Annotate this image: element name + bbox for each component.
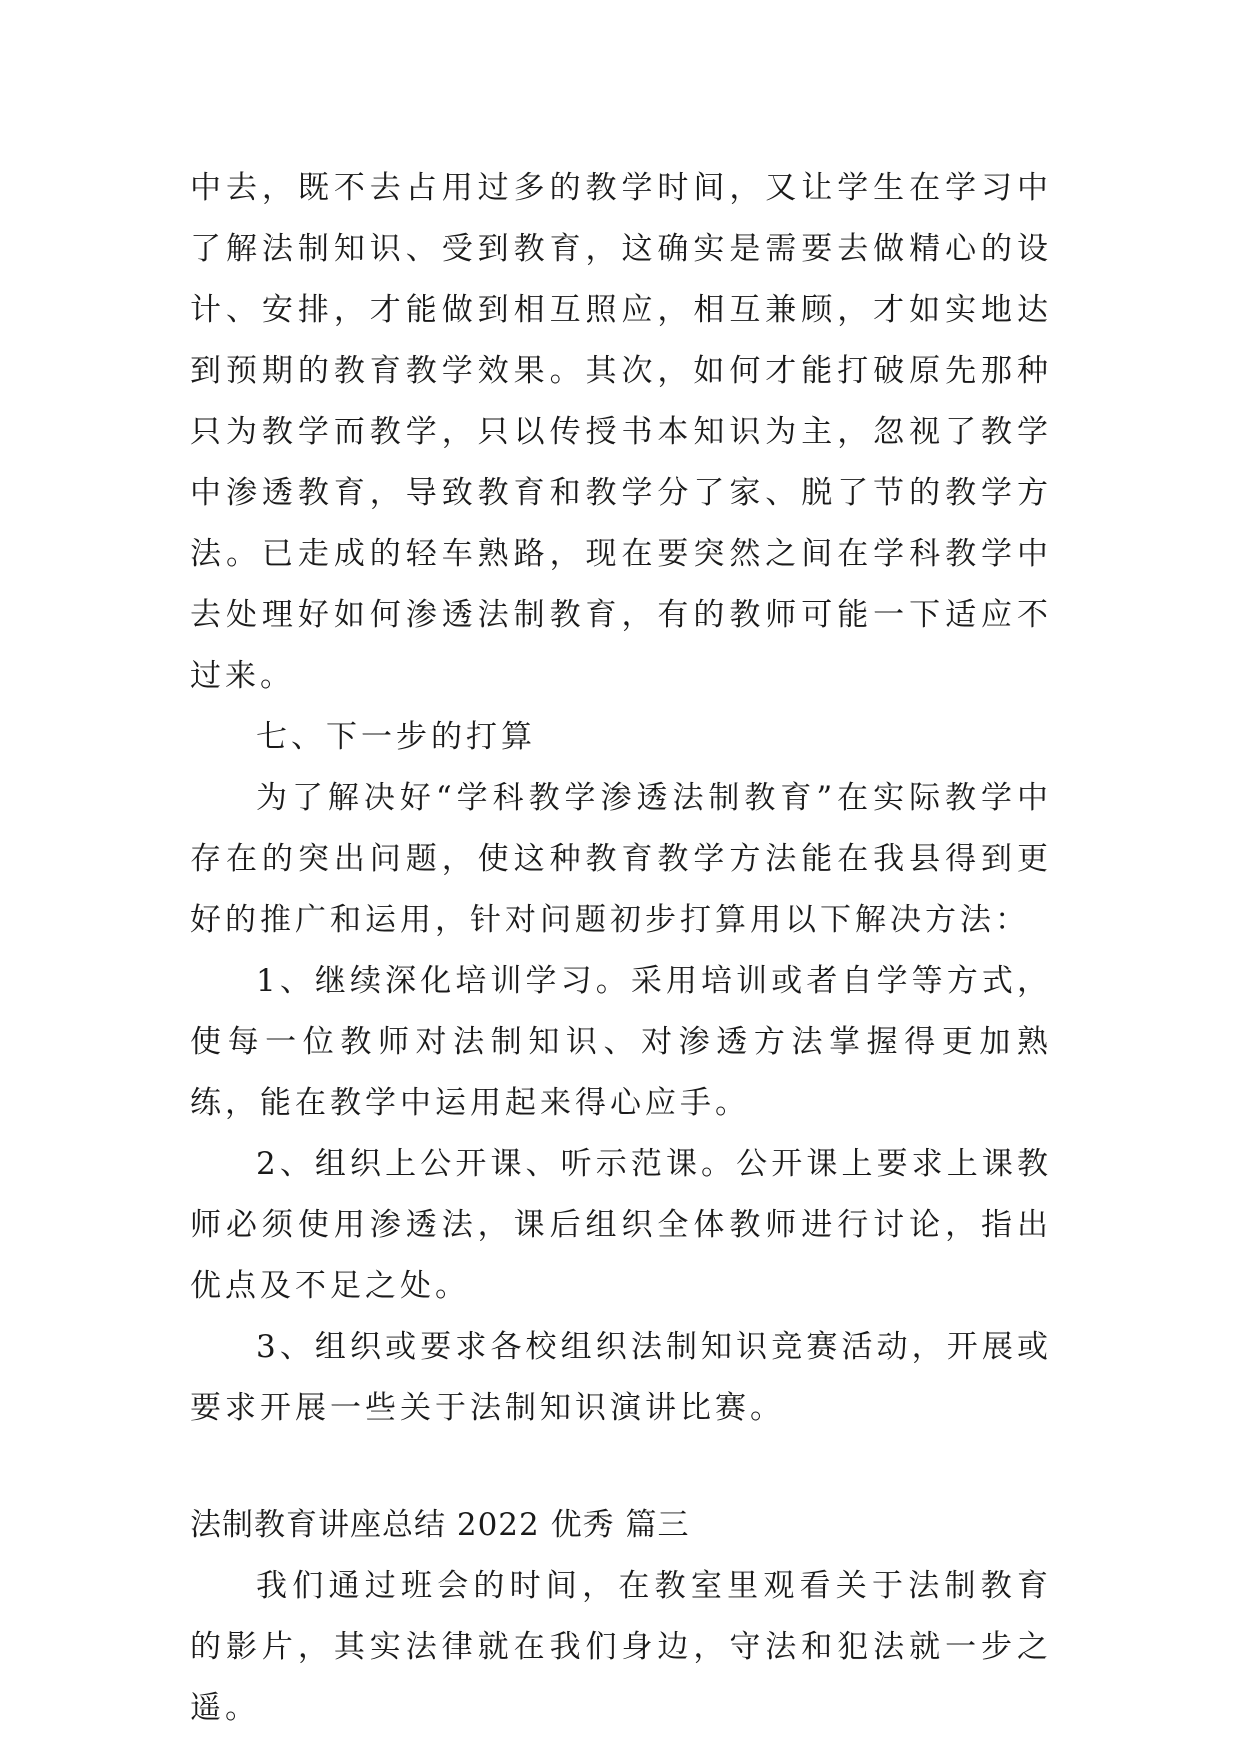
- section-heading-next-steps: 七、下一步的打算: [256, 719, 536, 755]
- list-item-3: 3、组织或要求各校组织法制知识竞赛活动，开展或要求开展一些关于法制知识演讲比赛。: [190, 1329, 1052, 1426]
- paragraph-intro: 为了解决好“学科教学渗透法制教育”在实际教学中存在的突出问题，使这种教育教学方法能在我县得到更好的推广和运用，针对问题初步打算用以下解决方法：: [190, 780, 1052, 938]
- document-body: [190, 158, 1052, 1739]
- paragraph-continuation: 中去，既不去占用过多的教学时间，又让学生在学习中了解法制知识、受到教育，这确实是需要去做精心的设计、安排，才能做到相互照应，相互兼顾，才如实地达到预期的教育教学效果。其次，如何才能打破原先那种只为教学而教学，只以传授书本知识为主，忽视了教学中渗透教育，导致教育和教学分了家、脱了节的教学方法。已走成的轻车熟路，现在要突然之间在学科教学中去处理好如何渗透法制教育，有的教师可能一下适应不过来。: [190, 170, 1052, 694]
- paragraph-section3-body: 我们通过班会的时间，在教室里观看关于法制教育的影片，其实法律就在我们身边，守法和犯法就一步之遥。: [190, 1568, 1052, 1726]
- list-item-1: 1、继续深化培训学习。采用培训或者自学等方式，使每一位教师对法制知识、对渗透方法掌握得更加熟练，能在教学中运用起来得心应手。: [190, 963, 1052, 1121]
- section-title: 法制教育讲座总结 2022 优秀 篇三: [190, 1507, 690, 1543]
- list-item-2: 2、组织上公开课、听示范课。公开课上要求上课教师必须使用渗透法，课后组织全体教师进行讨论，指出优点及不足之处。: [190, 1146, 1052, 1304]
